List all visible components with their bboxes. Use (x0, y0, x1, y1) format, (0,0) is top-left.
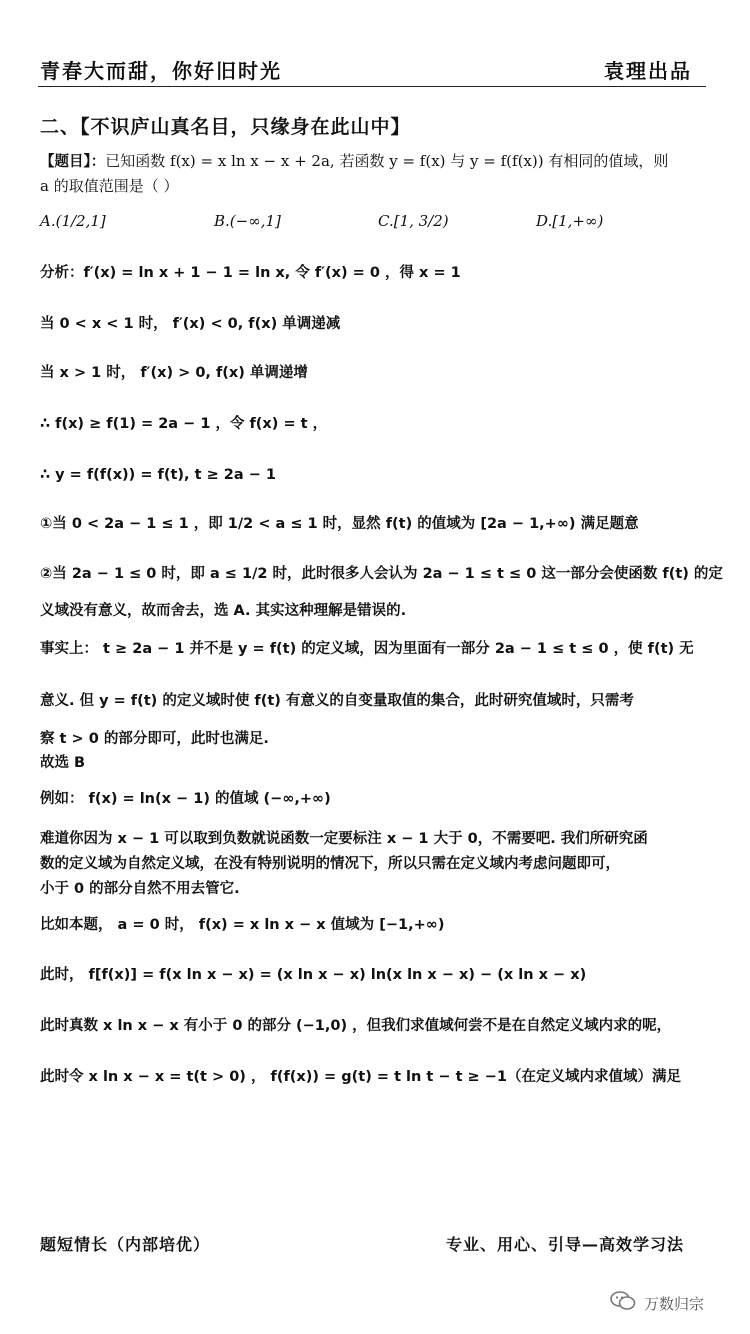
discussion-line-1: 难道你因为 x − 1 可以取到负数就说函数一定要标注 x − 1 大于 0，不需要吧. 我们所研究函 (40, 831, 648, 847)
question-line-2: a 的取值范围是（ ） (40, 177, 179, 195)
case-two-line-1: ②当 2a − 1 ≤ 0 时，即 a ≤ 1/2 时，此时很多人会认为 2a − 1 ≤ t ≤ 0 这一部分会使函数 f(t) 的定 (40, 566, 723, 582)
watermark (610, 1290, 704, 1316)
fact-line-2: 意义. 但 y = f(t) 的定义域时使 f(t) 有意义的自变量取值的集合，此时研究值域时，只需考 (40, 693, 634, 709)
question-label: 【题目】： (40, 154, 106, 170)
header-divider (38, 86, 706, 87)
case-two-line-2: 义域没有意义，故而舍去，选 A. 其实这种理解是错误的. (40, 603, 407, 619)
case-one-line: ①当 0 < 2a − 1 ≤ 1 ，即 1/2 < a ≤ 1 时，显然 f(t) 的值域为 [2a − 1,+∞) 满足题意 (40, 516, 639, 532)
answer-line: 故选 B (40, 755, 86, 771)
analysis-line: 分析：f′(x) = ln x + 1 − 1 = ln x, 令 f′(x) = 0 ，得 x = 1 (40, 265, 461, 281)
wechat-icon (610, 1290, 636, 1316)
section-title: 二、【不识庐山真名目，只缘身在此山中】 (40, 116, 411, 138)
discussion-line-2: 数的定义域为自然定义域，在没有特别说明的情况下，所以只需在定义域内考虑问题即可， (40, 856, 620, 872)
expansion-line: 此时， f[f(x)] = f(x ln x − x) = (x ln x − x) ln(x ln x − x) − (x ln x − x) (40, 967, 587, 983)
footer-right: 专业、用心、引导—高效学习法 (446, 1235, 685, 1254)
fact-line-1: 事实上： t ≥ 2a − 1 并不是 y = f(t) 的定义域，因为里面有一部分 2a − 1 ≤ t ≤ 0 ，使 f(t) 无 (40, 641, 694, 657)
option-b: B.(−∞,1] (214, 212, 281, 230)
watermark-text: 万数归宗 (644, 1294, 705, 1313)
option-c: C.[1, 3/2) (378, 212, 449, 230)
option-d: D.[1,+∞) (536, 212, 604, 230)
header-right-title: 袁理出品 (604, 59, 692, 83)
discussion-line-3: 小于 0 的部分自然不用去管它. (40, 881, 240, 897)
conclusion-line: 此时令 x ln x − x = t(t > 0) ， f(f(x)) = g(t) = t ln t − t ≥ −1（在定义域内求值域）满足 (40, 1069, 681, 1085)
argument-line: 此时真数 x ln x − x 有小于 0 的部分 (−1,0) ，但我们求值域何尝不是在自然定义域内求的呢， (40, 1018, 672, 1034)
option-a: A.(1/2,1] (40, 212, 106, 230)
header-left-title: 青春大而甜，你好旧时光 (40, 59, 282, 83)
case-decreasing-line: 当 0 < x < 1 时， f′(x) < 0, f(x) 单调递减 (40, 316, 341, 332)
case-increasing-line: 当 x > 1 时， f′(x) > 0, f(x) 单调递增 (40, 365, 308, 381)
question-line-1 (40, 150, 668, 173)
footer-left: 题短情长（内部培优） (40, 1235, 211, 1254)
composition-line: ∴ y = f(f(x)) = f(t), t ≥ 2a − 1 (40, 467, 276, 483)
example-line: 例如： f(x) = ln(x − 1) 的值域 (−∞,+∞) (40, 791, 331, 807)
minimum-line: ∴ f(x) ≥ f(1) = 2a − 1 ，令 f(x) = t ， (40, 416, 328, 432)
instance-line: 比如本题， a = 0 时， f(x) = x ln x − x 值域为 [−1,+∞) (40, 917, 445, 933)
fact-line-3: 察 t > 0 的部分即可，此时也满足. (40, 731, 269, 747)
question-text-1: 已知函数 f(x) = x ln x − x + 2a, 若函数 y = f(x) 与 y = f(f(x)) 有相同的值域，则 (105, 152, 669, 170)
